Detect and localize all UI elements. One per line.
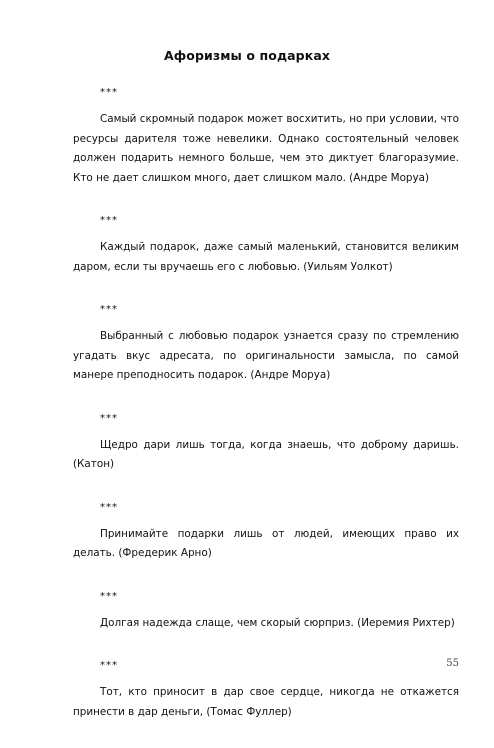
aphorism-text: Выбранный с любовью подарок узнается сразу по стремлению угадать вкус адресата, по оригинальности замысла, по самой манере преподносить подарок. (Андре Моруа) — [73, 330, 459, 381]
aphorism-text: Принимайте подарки лишь от людей, имеющих право их делать. (Фредерик Арно) — [73, 527, 459, 559]
aphorism-text: Щедро дари лишь тогда, когда знаешь, что доброму даришь. (Катон) — [73, 438, 459, 470]
aphorism-block — [73, 501, 459, 564]
separator: *** — [100, 660, 118, 671]
separator: *** — [100, 590, 118, 602]
aphorism-block — [73, 590, 459, 634]
aphorism-text: Самый скромный подарок может восхитить, но при условии, что ресурсы дарителя тоже невелики. Однако состоятельный человек должен подарить немного больше, чем это диктует благоразумие. Кто не дает слишком много, дает слишком мало. (Андре Моруа) — [73, 113, 459, 184]
aphorism-block — [73, 303, 459, 386]
aphorism-block — [73, 214, 459, 277]
separator: *** — [100, 501, 118, 513]
page-number: 55 — [446, 658, 459, 669]
aphorism-text: Каждый подарок, даже самый маленький, становится великим даром, если ты вручаешь его с любовью. (Уильям Уолкот) — [73, 241, 459, 273]
aphorism-block — [73, 659, 459, 722]
aphorism-text: Тот, кто приносит в дар свое сердце, никогда не откажется принести в дар деньги, (Томас Фуллер) — [73, 686, 459, 718]
aphorism-block — [73, 412, 459, 475]
separator: *** — [100, 87, 118, 98]
aphorism-list — [73, 86, 459, 748]
separator: *** — [100, 412, 118, 424]
separator: *** — [100, 215, 118, 226]
aphorism-text: Долгая надежда слаще, чем скорый сюрприз. (Иеремия Рихтер) — [100, 616, 455, 629]
aphorism-block — [73, 86, 459, 188]
separator: *** — [100, 304, 118, 315]
page-title: Афоризмы о подарках — [163, 48, 331, 63]
